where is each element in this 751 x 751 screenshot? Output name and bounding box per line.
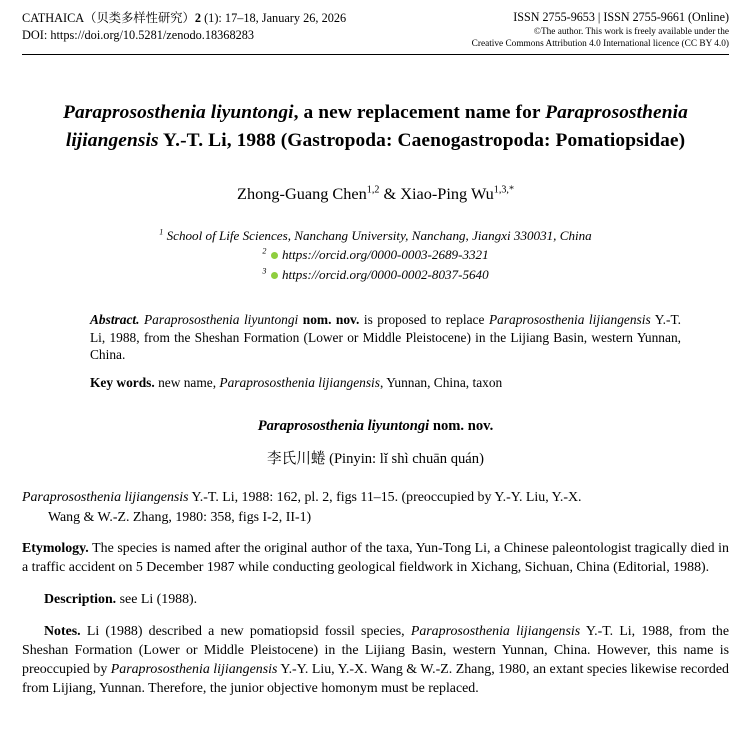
notes-italic-name-1: Paraprososthenia lijiangensis	[410, 624, 581, 640]
description-label: Description.	[44, 592, 117, 608]
abstract-label: Abstract.	[90, 311, 140, 327]
abstract-paragraph	[90, 311, 681, 364]
page-header	[22, 10, 729, 55]
orcid-link-2[interactable]: https://orcid.org/0000-0002-8037-5640	[281, 267, 489, 283]
title-roman-2: Y.-T. Li, 1988 (Gastropoda: Caenogastropoda: Pomatiopsidae)	[158, 130, 686, 152]
notes-label: Notes.	[44, 624, 81, 640]
title-replaced-name: Paraprososthenia lijiangensis	[65, 102, 688, 152]
chinese-vernacular-name	[22, 447, 729, 468]
affiliation-marker-1: 1	[159, 227, 164, 237]
author-name-2: Xiao-Ping Wu	[400, 183, 494, 203]
abstract-species-name: Paraprososthenia liyuntongi	[143, 311, 299, 327]
journal-citation-line	[22, 10, 346, 27]
notes-text-3: Y.-Y. Liu, Y.-X. Wang & W.-Z. Zhang, 1980, an extant species likewise recorded from Lijiang, Yunnan. Therefore, the junior objective homonym must be replaced.	[22, 661, 729, 696]
journal-name: CATHAICA	[22, 11, 85, 25]
pinyin-text: (Pinyin: lǐ shì chuān quán)	[325, 450, 484, 467]
affiliation-2	[22, 245, 729, 265]
new-name-heading	[22, 418, 729, 435]
title-genus-species: Paraprososthenia liyuntongi	[63, 102, 294, 124]
keywords-pre: new name,	[154, 375, 220, 391]
author-affiliation-marker-2: 1,3,*	[493, 184, 514, 196]
affiliation-3	[22, 265, 729, 285]
notes-italic-name-2: Paraprososthenia lijiangensis	[110, 661, 278, 677]
doi-label: DOI:	[22, 28, 51, 43]
notes-text-1: Li (1988) described a new pomatiopsid fossil species,	[80, 624, 411, 640]
etymology-paragraph	[22, 540, 729, 578]
header-right-block	[472, 10, 729, 50]
copyright-line: ©The author. This work is freely available under the	[533, 26, 729, 37]
notes-text-2: Y.-T. Li, 1988, from the Sheshan Formation (Lower or Middle Pleistocene) in the Lijiang Basin, western Yunnan, China. However, this name is preoccupied by	[22, 624, 730, 677]
doi-link[interactable]: https://doi.org/10.5281/zenodo.18368283	[50, 28, 255, 43]
orcid-icon	[271, 272, 278, 279]
author-affiliation-marker-1: 1,2	[366, 184, 380, 196]
synonymy-line-2: Wang & W.-Z. Zhang, 1980: 358, figs I-2, II-1)	[48, 509, 312, 525]
issn-line: ISSN 2755-9653 | ISSN 2755-9661 (Online)	[513, 10, 729, 24]
synonymy-block	[22, 488, 729, 527]
licence-line[interactable]: Creative Commons Attribution 4.0 International licence (CC BY 4.0)	[471, 39, 729, 50]
orcid-icon	[271, 252, 278, 259]
header-left-block	[22, 10, 346, 45]
description-paragraph	[22, 591, 729, 610]
journal-issue-pages: (1): 17–18, January 26, 2026	[201, 11, 347, 25]
journal-name-chinese: （贝类多样性研究）	[84, 11, 195, 25]
author-list	[22, 183, 729, 204]
orcid-link-1[interactable]: https://orcid.org/0000-0003-2689-3321	[281, 247, 489, 263]
affiliation-text-1: School of Life Sciences, Nanchang University, Nanchang, Jiangxi 330031, China	[166, 227, 592, 243]
affiliation-block	[22, 226, 729, 285]
etymology-text: The species is named after the original author of the taxa, Yun-Tong Li, a Chinese paleontologist tragically died in a traffic accident on 5 December 1987 while conducting geological fieldwork in Xichang, Sichuan, China (Editorial, 1988).	[22, 541, 729, 576]
author-name-1: Zhong-Guang Chen	[237, 183, 367, 203]
chinese-characters: 李氏川蜷	[267, 449, 326, 467]
journal-volume: 2	[194, 11, 202, 25]
abstract-text-end: Y.-T. Li, 1988, from the Sheshan Formation (Lower or Middle Pleistocene) in the Lijiang Basin, western Yunnan, China.	[90, 311, 681, 363]
new-name-rank: nom. nov.	[429, 417, 494, 434]
abstract-nomnov: nom. nov.	[302, 311, 360, 327]
title-roman-1: , a new replacement name for	[293, 102, 546, 124]
synonymy-name: Paraprososthenia lijiangensis	[22, 489, 189, 505]
description-text: see Li (1988).	[116, 592, 198, 608]
abstract-replaced-name: Paraprososthenia lijiangensis	[488, 311, 651, 327]
affiliation-1	[22, 226, 729, 246]
notes-paragraph	[22, 623, 729, 699]
page-title	[22, 99, 729, 154]
synonymy-line-1: Y.-T. Li, 1988: 162, pl. 2, figs 11–15. (preoccupied by Y.-Y. Liu, Y.-X.	[188, 489, 582, 505]
doi-line	[22, 27, 346, 44]
affiliation-marker-3: 3	[262, 266, 267, 276]
new-name-species: Paraprososthenia liyuntongi	[257, 417, 430, 434]
etymology-label: Etymology.	[22, 541, 89, 557]
affiliation-marker-2: 2	[262, 247, 267, 257]
author-separator: &	[379, 183, 401, 203]
keywords-label: Key words.	[90, 375, 155, 391]
keywords-line	[90, 374, 681, 392]
keywords-post: , Yunnan, China, taxon	[380, 375, 503, 391]
abstract-text-mid: is proposed to replace	[359, 311, 489, 327]
keywords-italic-term: Paraprososthenia lijiangensis	[219, 375, 380, 391]
